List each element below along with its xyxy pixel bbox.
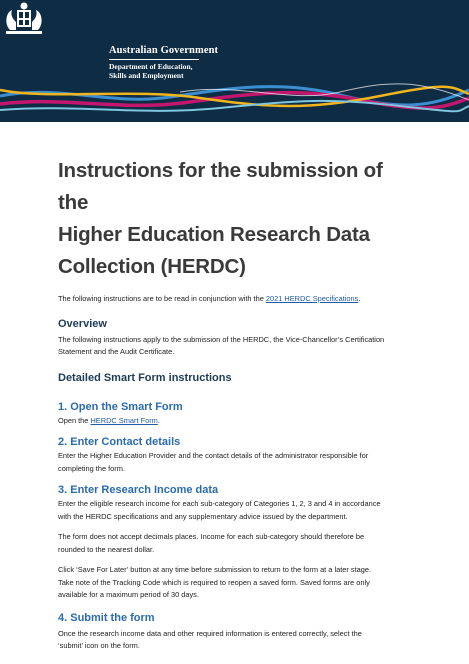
step-4-text [58,628,418,653]
overview-paragraph [58,334,418,359]
title-line-1: Instructions for the submission of the [58,159,383,214]
intro-paragraph [58,293,418,306]
step-3-p2-line-2: rounded to the nearest dollar. [58,544,155,554]
step-2-text [58,450,418,475]
step-3-p3-line-2: Take note of the Tracking Code which is required to reopen a saved form. Saved forms are only [58,577,370,587]
title-line-3: Collection (HERDC) [58,255,246,278]
herdc-smart-form-link[interactable]: HERDC Smart Form [90,415,158,425]
step-3-heading: 3. Enter Research Income data [58,484,219,496]
department-name-line1: Department of Education, [109,61,193,71]
step-2-heading: 2. Enter Contact details [58,436,181,448]
step-4-heading: 4. Submit the form [58,611,155,624]
overview-line-1: The following instructions apply to the submission of the HERDC, the Vice-Chancellor’s Certification [58,334,385,344]
step-1-text [58,415,418,428]
overview-line-2: Statement and the Audit Certificate. [58,347,175,356]
step-3-p1-line-2: with the HERDC specifications and any supplementary advice issued by the department. [58,511,348,521]
department-name-line2: Skills and Employment [109,70,184,80]
step-3-paragraph-3 [58,564,418,602]
government-logo-text [109,45,218,80]
document-body [58,155,418,653]
herdc-specifications-link[interactable]: 2021 HERDC Specifications [265,294,359,303]
decorative-waves [0,0,469,122]
header-banner [0,0,469,122]
step-2-line-1: Enter the Higher Education Provider and the contact details of the administrator responsible for [58,451,369,460]
intro-text: The following instructions are to be read in conjunction with the [58,294,266,303]
government-title: Australian Government [109,45,219,56]
overview-heading: Overview [58,317,107,330]
detailed-instructions-heading: Detailed Smart Form instructions [58,371,232,384]
logo-divider [109,59,199,60]
step-1-heading: 1. Open the Smart Form [58,400,183,413]
step-3-paragraph-1 [58,498,418,523]
coat-of-arms-icon [0,0,48,38]
step-1-period: . [157,415,160,425]
step-4-line-1: Once the research income data and other required information is entered correctly, select the [58,628,362,638]
intro-period: . [358,294,361,303]
document-title [58,155,418,283]
step-3-paragraph-2 [58,531,418,556]
step-3-p3-line-1: Click ‘Save For Later’ button at any time before submission to return to the form at a later stage. [58,565,372,574]
step-3-p2-line-1: The form does not accept decimals places. Income for each sub-category should therefore be [58,532,365,541]
step-3-p1-line-1: Enter the eligible research income for each sub-category of Categories 1, 2, 3 and 4 in accordance [58,499,381,508]
step-2-line-2: completing the form. [58,463,125,473]
title-line-2: Higher Education Research Data [58,223,370,246]
step-4-line-2: ‘submit’ icon on the form. [58,641,140,650]
step-1-prefix: Open the [58,415,91,425]
step-3-p3-line-3: available for a maximum period of 30 days. [58,590,199,599]
